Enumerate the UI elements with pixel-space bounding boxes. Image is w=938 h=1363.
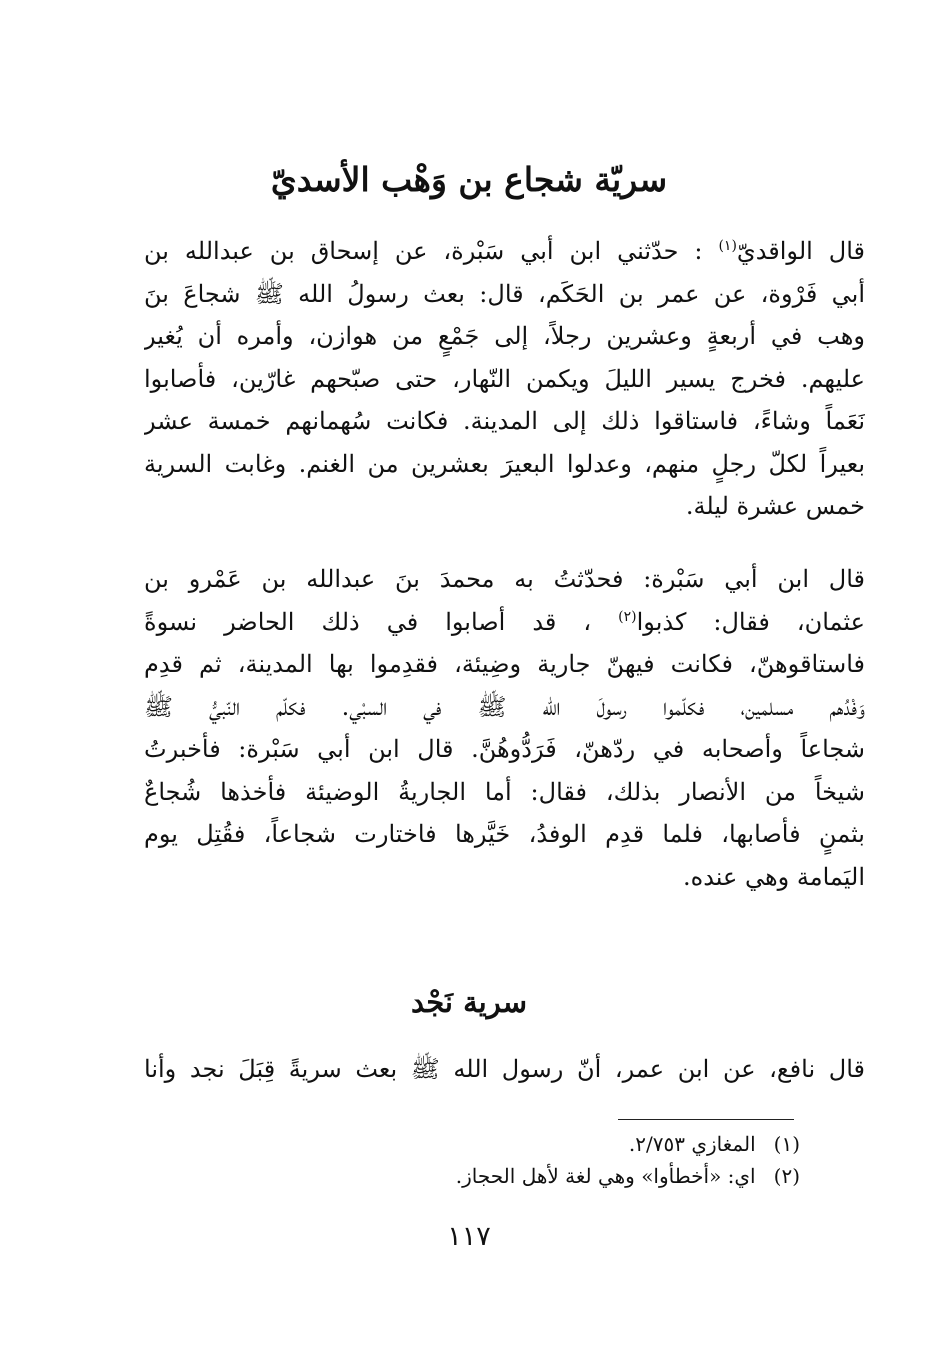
text-run: ، قد أصابوا في ذلك الحاضر نسوةً xyxy=(144,607,592,636)
paragraph-1-line-6: بعيراً لكلّ رجلٍ منهم، وعدلوا البعيرَ بعشرين من الغنم. وغابت السرية xyxy=(144,449,865,478)
paragraph-2-line-3: فاستاقوهنّ، فكانت فيهنّ جارية وضِيئة، فقدِموا بها المدينة، ثم قدِم xyxy=(144,650,865,678)
footnote-separator xyxy=(618,1119,794,1120)
text-run: عثمان، فقال: كذبوا xyxy=(636,607,865,636)
footnote-2 xyxy=(300,1160,800,1192)
footnote-ref-1[interactable]: (١) xyxy=(718,238,737,254)
footnote-text: المغازي ٢/٧٥٣. xyxy=(628,1132,756,1156)
paragraph-2-line-4: وَفْدُهم مسلمين، فكلّموا رسولَ الله ﷺ في السبْي. فكلّم النّبيُّ ﷺ xyxy=(144,692,865,721)
paragraph-1-line-2: أبي فَرْوة، عن عمر بن الحَكَم، قال: بعث رسولُ الله ﷺ شجاعَ بنَ xyxy=(144,279,865,308)
footnote-1 xyxy=(300,1128,800,1160)
paragraph-3 xyxy=(144,1048,865,1091)
paragraph-2-line-1: قال ابن أبي سَبْرة: فحدّثتُ به محمدَ بنَ عبدالله بن عَمْرو بن xyxy=(144,565,865,593)
paragraph-2-line-8: اليَمامة وهي عنده. xyxy=(682,862,865,891)
text-run: قال الواقديّ xyxy=(736,237,865,265)
paragraph-1-line-1 xyxy=(144,230,865,273)
paragraph-2 xyxy=(144,558,865,898)
paragraph-1-line-7: خمس عشرة ليلة. xyxy=(685,492,865,520)
page-number: ١١٧ xyxy=(447,1221,491,1252)
chapter-title: سريّة شجاع بن وَهْب الأسديّ xyxy=(270,160,668,199)
paragraph-1-line-5: نَعَماً وشاءً، فاستاقوا ذلك إلى المدينة. فكانت سُهمانهم خمسة عشر xyxy=(144,407,865,435)
paragraph-3-line-1: قال نافع، عن ابن عمر، أنّ رسول الله ﷺ بعث سريةً قِبَلَ نجد وأنا xyxy=(144,1055,865,1083)
section-title: سرية نَجْد xyxy=(410,985,528,1019)
footnote-text: اي: «أخطأوا» وهي لغة لأهل الحجاز. xyxy=(455,1164,756,1188)
paragraph-2-line-7: بثمنٍ فأصابها، فلما قدِم الوفدُ، خَيَّرها فاختارت شجاعاً، فقُتِل يوم xyxy=(144,820,865,848)
paragraph-2-line-5: شجاعاً وأصحابه في ردّهنّ، فَرَدُّوهُنَّ. قال ابن أبي سَبْرة: فأخبرتُ xyxy=(144,735,865,763)
paragraph-2-line-6: شيخاً من الأنصار بذلك، فقال: أما الجاريةُ الوضيئة فأخذها شُجاعٌ xyxy=(144,777,865,806)
footnote-number: (١) xyxy=(773,1132,800,1156)
paragraph-2-line-2 xyxy=(144,601,865,644)
paragraph-1 xyxy=(144,230,865,528)
footnote-number: (٢) xyxy=(773,1164,800,1188)
paragraph-1-line-4: عليهم. فخرج يسير الليلَ ويكمن النّهار، حتى صبّحهم غارّين، فأصابوا xyxy=(144,364,865,393)
paragraph-1-line-3: وهب في أربعةٍ وعشرين رجلاً، إلى جَمْعٍ من هوازن، وأمره أن يُغير xyxy=(144,322,865,350)
footnotes xyxy=(300,1128,800,1192)
footnote-ref-2[interactable]: (٢) xyxy=(618,608,637,625)
text-run: : حدّثني ابن أبي سَبْرة، عن إسحاق بن عبدالله بن xyxy=(144,237,703,265)
